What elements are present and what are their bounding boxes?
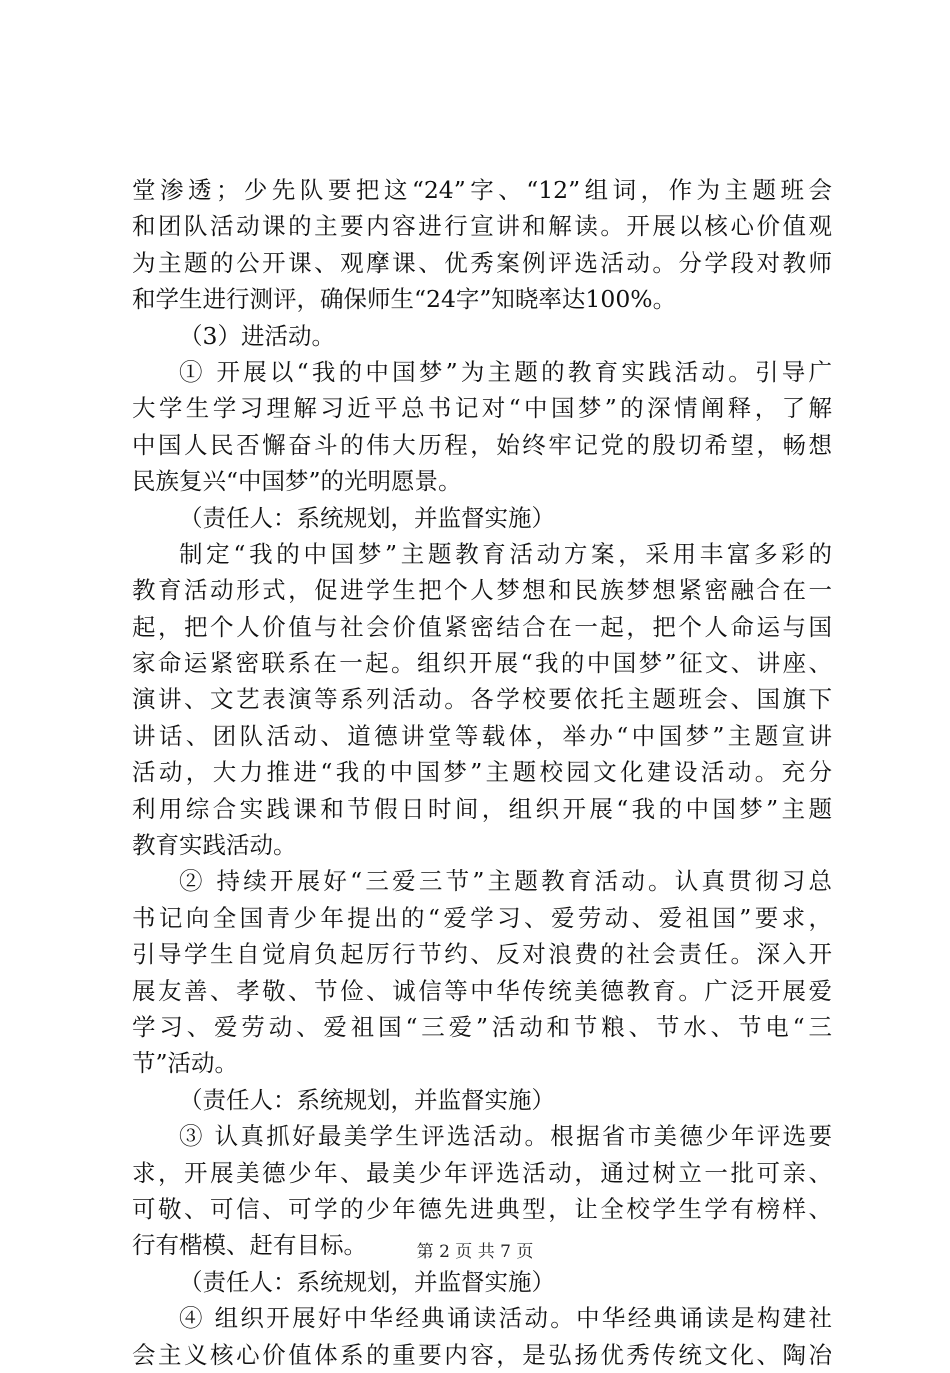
text-line: 中国人民否懈奋斗的伟大历程，始终牢记党的殷切希望，畅想	[132, 430, 832, 459]
text-line: ② 持续开展好“三爱三节”主题教育活动。认真贯彻习总	[179, 867, 832, 896]
text-line: （责任人：系统规划，并监督实施）	[179, 503, 555, 532]
text-line: 大学生学习理解习近平总书记对“中国梦”的深情阐释，了解	[132, 394, 832, 423]
text-line: 和学生进行测评，确保师生“24字”知晓率达100%。	[132, 285, 677, 314]
text-line: 堂渗透；少先队要把这“24”字、“12”组词，作为主题班会	[132, 176, 832, 204]
text-line: 民族复兴“中国梦”的光明愿景。	[132, 467, 462, 496]
text-line: 起，把个人价值与社会价值紧密结合在一起，把个人命运与国	[132, 612, 832, 641]
text-line: 利用综合实践课和节假日时间，组织开展“我的中国梦”主题	[132, 794, 832, 823]
text-line: 教育实践活动。	[132, 831, 297, 860]
text-line: 求，开展美德少年、最美少年评选活动，通过树立一批可亲、	[132, 1158, 832, 1187]
text-line: 展友善、孝敬、节俭、诚信等中华传统美德教育。广泛开展爱	[132, 976, 832, 1005]
text-line: 讲话、团队活动、道德讲堂等载体，举办“中国梦”主题宣讲	[132, 721, 832, 750]
document-body	[132, 172, 832, 1373]
text-line: 演讲、文艺表演等系列活动。各学校要依托主题班会、国旗下	[132, 685, 832, 714]
text-line: 学习、爱劳动、爱祖国“三爱”活动和节粮、节水、节电“三	[132, 1012, 832, 1041]
text-line: 引导学生自觉肩负起厉行节约、反对浪费的社会责任。深入开	[132, 940, 832, 969]
text-line: 和团队活动课的主要内容进行宣讲和解读。开展以核心价值观	[132, 212, 832, 241]
text-line: 教育活动形式，促进学生把个人梦想和民族梦想紧密融合在一	[132, 576, 832, 605]
text-line: （责任人：系统规划，并监督实施）	[179, 1085, 555, 1114]
text-line: （责任人：系统规划，并监督实施）	[179, 1267, 555, 1296]
text-line: 会主义核心价值体系的重要内容，是弘扬优秀传统文化、陶冶	[132, 1340, 832, 1369]
text-line: （3）进活动。	[179, 321, 335, 350]
text-line: 书记向全国青少年提出的“爱学习、爱劳动、爱祖国”要求，	[132, 903, 832, 932]
page-footer: 第 2 页 共 7 页	[416, 1242, 534, 1262]
text-line: ③ 认真抓好最美学生评选活动。根据省市美德少年评选要	[179, 1122, 832, 1151]
text-line: 制定“我的中国梦”主题教育活动方案，采用丰富多彩的	[179, 539, 832, 568]
text-line: 可敬、可信、可学的少年德先进典型，让全校学生学有榜样、	[132, 1194, 832, 1223]
text-line: ① 开展以“我的中国梦”为主题的教育实践活动。引导广	[179, 357, 832, 386]
text-line: 节”活动。	[132, 1049, 239, 1078]
text-line: 家命运紧密联系在一起。组织开展“我的中国梦”征文、讲座、	[132, 649, 832, 678]
text-line: ④ 组织开展好中华经典诵读活动。中华经典诵读是构建社	[179, 1304, 832, 1333]
text-line: 行有楷模、赶有目标。	[132, 1231, 367, 1260]
text-line: 为主题的公开课、观摩课、优秀案例评选活动。分学段对教师	[132, 248, 832, 277]
text-line: 活动，大力推进“我的中国梦”主题校园文化建设活动。充分	[132, 758, 832, 787]
